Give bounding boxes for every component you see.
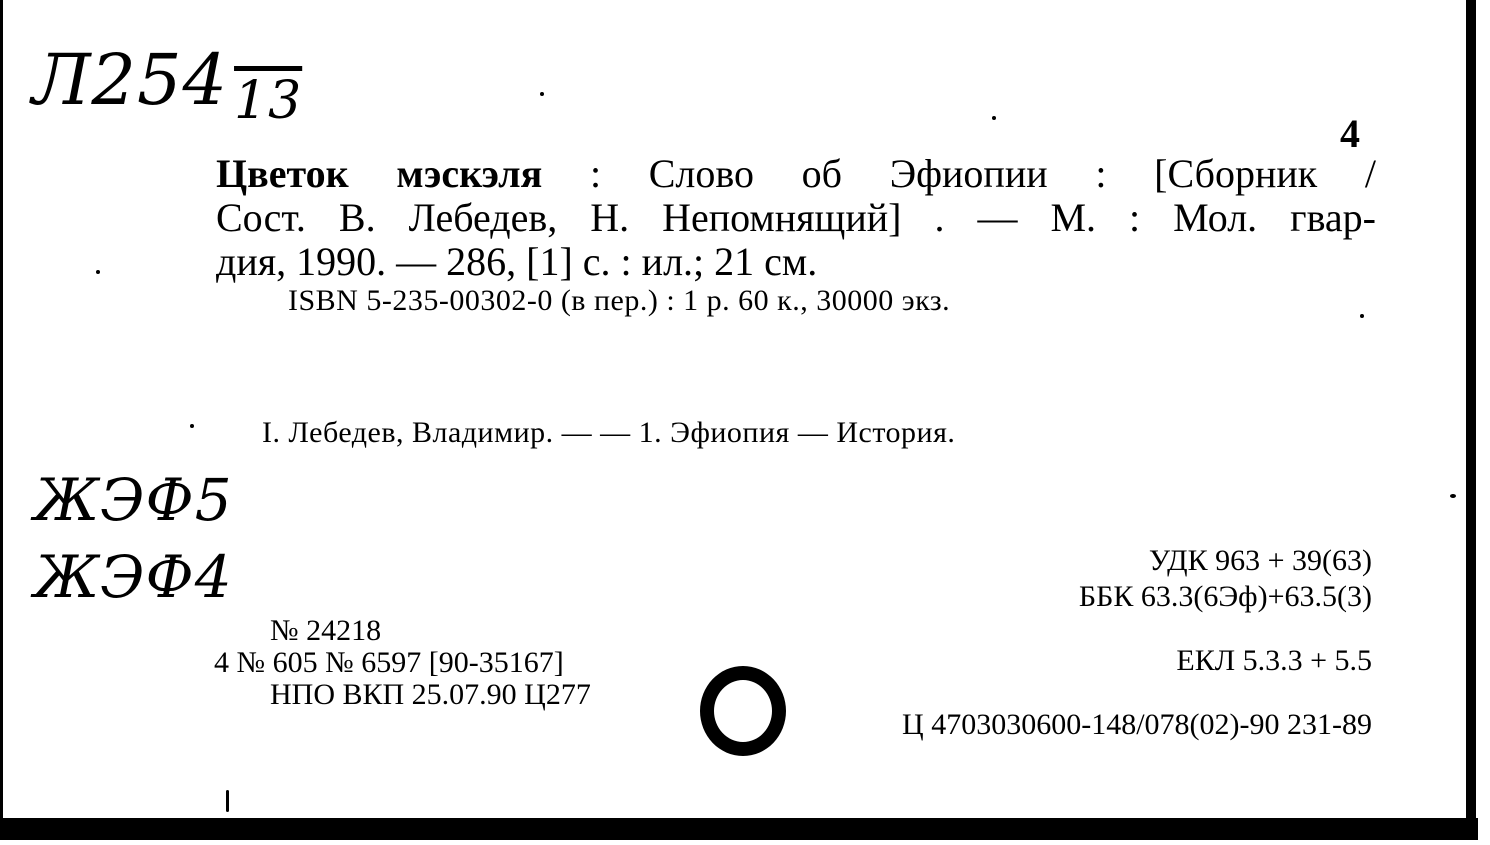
order-info: 4 № 605 № 6597 [90-35167] [214, 646, 564, 679]
card-border-right [1466, 0, 1476, 818]
entry-line-3: дия, 1990. — 286, [1] с. : ил.; 21 см. [216, 239, 818, 284]
udk-code: УДК 963 + 39(63) [1148, 544, 1372, 577]
speck [190, 424, 194, 428]
title-continuation: : Слово об Эфиопии : [Сборник / [542, 151, 1377, 196]
speck [992, 116, 996, 120]
copies-count: 4 [1340, 111, 1360, 156]
bbk-code: ББК 63.3(6Эф)+63.5(3) [1078, 580, 1372, 613]
card-border-left [0, 0, 3, 830]
speck [226, 790, 229, 812]
printer-info: НПО ВКП 25.07.90 Ц277 [270, 678, 591, 711]
speck [1450, 494, 1456, 498]
book-title: Цветок мэскэля [216, 151, 543, 196]
tracing-line: I. Лебедев, Владимир. — — 1. Эфиопия — История. [262, 416, 956, 449]
entry-line-2: Сост. В. Лебедев, Н. Непомнящий] . — М. : Мол. гвар- [216, 195, 1376, 240]
handwritten-shelfmark [32, 39, 303, 131]
card-border-bottom [0, 818, 1478, 840]
entry-line-1 [216, 152, 1376, 196]
publisher-code: Ц 4703030600-148/078(02)-90 231-89 [902, 708, 1372, 741]
speck [540, 92, 544, 96]
shelfmark-main: Л254 [32, 39, 229, 121]
ekl-code: ЕКЛ 5.3.3 + 5.5 [1176, 644, 1372, 677]
speck [1360, 314, 1364, 318]
bibliographic-entry [216, 152, 1376, 284]
handwritten-index-1: ЖЭФ5 [34, 466, 233, 534]
speck [96, 270, 100, 274]
isbn-line: ISBN 5-235-00302-0 (в пер.) : 1 р. 60 к., 30000 экз. [288, 284, 951, 317]
shelfmark-sub: 13 [234, 71, 303, 131]
handwritten-index-2: ЖЭФ4 [34, 543, 233, 611]
card-number: № 24218 [270, 614, 382, 647]
card-punch-hole [700, 666, 786, 756]
